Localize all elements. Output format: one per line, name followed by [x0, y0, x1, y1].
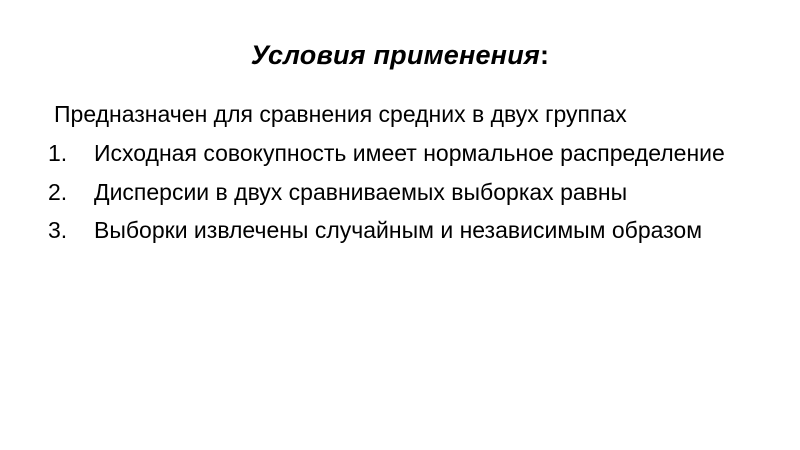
list-item-label: Дисперсии в двух сравниваемых выборках равны — [94, 178, 628, 205]
slide-body — [36, 100, 736, 255]
page-title-colon: : — [539, 40, 550, 70]
conditions-list — [36, 139, 736, 245]
list-item — [36, 139, 736, 168]
list-item-label: Выборки извлечены случайным и независимым образом — [94, 217, 703, 244]
list-item-number: 3. — [48, 217, 68, 244]
page-title — [0, 40, 800, 71]
list-item-label: Исходная совокупность имеет нормальное распределение — [94, 140, 725, 167]
list-item — [36, 178, 736, 207]
page-title-text: Условия применения — [250, 40, 540, 70]
list-item-number: 1. — [48, 140, 68, 167]
intro-paragraph: Предназначен для сравнения средних в двух группах — [54, 101, 627, 127]
list-item-number: 2. — [48, 178, 68, 205]
list-item — [36, 216, 736, 245]
